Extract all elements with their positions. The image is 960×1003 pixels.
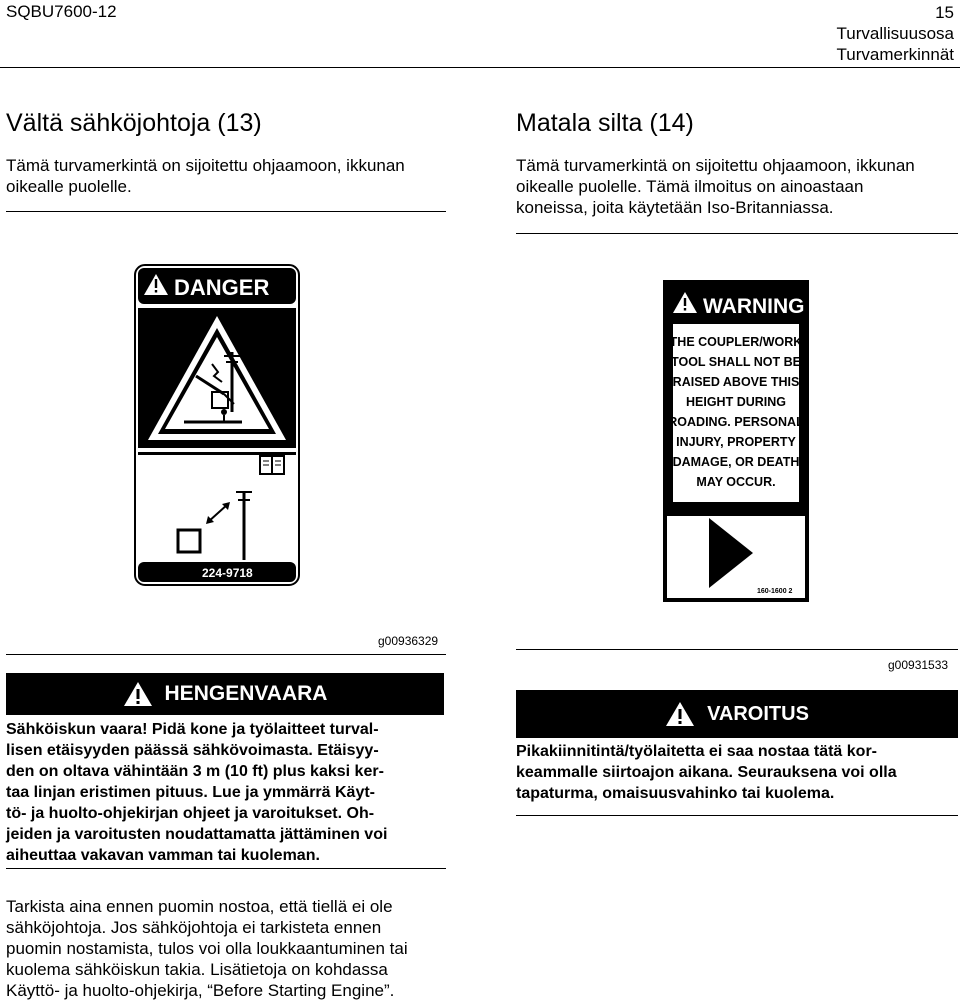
warning-decal-line: THE COUPLER/WORK [669,335,803,349]
warning-decal-line: TOOL SHALL NOT BE [671,355,801,369]
warning-line: aiheuttaa vakavan vamman tai kuoleman. [6,847,320,864]
right-warning-banner-text: VAROITUS [707,702,809,725]
left-warning-rule [6,868,446,869]
warning-line: jeiden ja varoitusten noudattamatta jättäminen voi [6,826,388,843]
bottom-paragraph [6,896,408,1001]
warning-line: Sähköiskun vaara! Pidä kone ja työlaitteet turval- [6,721,379,738]
danger-decal [134,264,300,586]
paragraph-line: Käyttö- ja huolto-ohjekirja, “Before Starting Engine”. [6,981,395,1000]
warning-triangle-icon [665,701,695,727]
warning-decal-part-number: 160-1600 2 [757,588,793,595]
paragraph-line: puomin nostamista, tulos voi olla loukkaantuminen tai [6,939,408,958]
intro-line: Tämä turvamerkintä on sijoitettu ohjaamoon, ikkunan [6,156,405,175]
warning-line: Pikakiinnitintä/työlaitetta ei saa nostaa tätä kor- [516,743,877,760]
header-rule [0,67,960,68]
warning-decal-line: MAY OCCUR. [696,475,776,489]
right-warning-rule [516,815,958,816]
warning-line: taa linjan eristimen pituus. Lue ja ymmärrä Käyt- [6,784,375,801]
warning-decal-line: DAMAGE, OR DEATH [672,455,800,469]
left-image-rule [6,654,446,655]
right-section-intro [516,155,915,218]
left-image-code: g00936329 [378,634,439,648]
intro-line: oikealle puolelle. Tämä ilmoitus on ainoastaan [516,177,864,196]
right-section-title: Matala silta (14) [516,109,694,137]
danger-decal-part-number: 224-9718 [202,566,253,580]
right-warning-text [516,741,897,804]
right-image-rule [516,649,958,650]
left-warning-banner [6,673,444,715]
paragraph-line: Tarkista aina ennen puomin nostoa, että tiellä ei ole [6,897,393,916]
left-section-title: Vältä sähköjohtoja (13) [6,109,262,137]
section-title: Turvallisuusosa [836,24,954,43]
paragraph-line: kuolema sähköiskun takia. Lisätietoja on kohdassa [6,960,388,979]
warning-line: tapaturma, omaisuusvahinko tai kuolema. [516,785,835,802]
left-section-intro [6,155,405,197]
right-section-rule [516,233,958,234]
warning-decal-line: INJURY, PROPERTY [676,435,796,449]
warning-line: lisen etäisyyden päässä sähkövoimasta. Etäisyy- [6,742,379,759]
left-warning-text [6,719,387,866]
document-id: SQBU7600-12 [6,2,117,21]
paragraph-line: sähköjohtoja. Jos sähköjohtoja ei tarkisteta ennen [6,918,382,937]
intro-line: Tämä turvamerkintä on sijoitettu ohjaamoon, ikkunan [516,156,915,175]
warning-triangle-icon [123,681,153,707]
warning-decal-line: ROADING. PERSONAL [668,415,804,429]
left-warning-banner-text: HENGENVAARA [164,682,328,705]
page-number: 15 [935,3,954,22]
subsection-title: Turvamerkinnät [836,45,954,64]
danger-decal-banner: DANGER [174,275,270,300]
warning-decal-banner: WARNING [703,295,805,318]
intro-line: oikealle puolelle. [6,177,132,196]
page-header-right [837,2,954,65]
warning-line: keammalle siirtoajon aikana. Seurauksena voi olla [516,764,897,781]
left-section-rule [6,211,446,212]
warning-decal [663,280,809,602]
warning-line: tö- ja huolto-ohjekirjan ohjeet ja varoitukset. Oh- [6,805,375,822]
right-image-code: g00931533 [888,658,949,672]
right-warning-banner [516,690,958,738]
warning-line: den on oltava vähintään 3 m (10 ft) plus kaksi ker- [6,763,384,780]
warning-decal-line: RAISED ABOVE THIS [672,375,800,389]
intro-line: koneissa, joita käytetään Iso-Britanniassa. [516,198,834,217]
warning-decal-line: HEIGHT DURING [686,395,786,409]
